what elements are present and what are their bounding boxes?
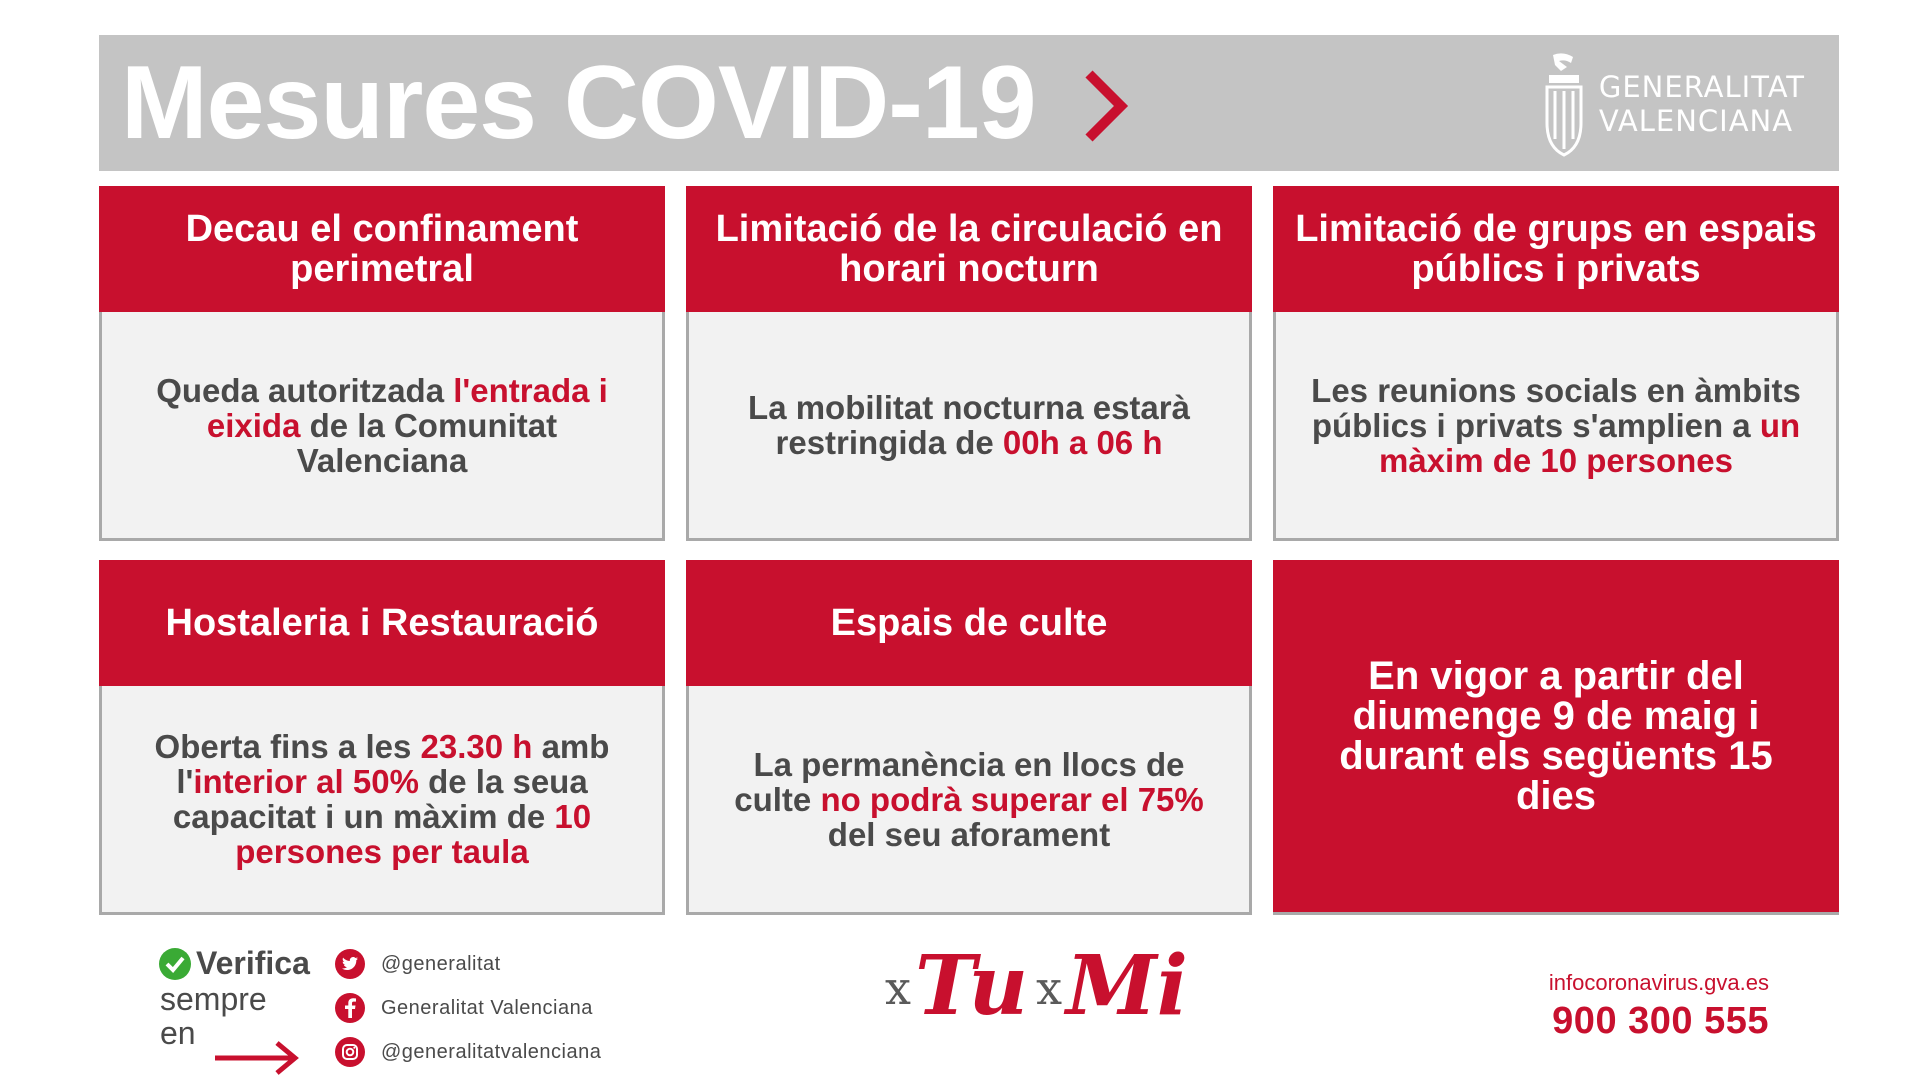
verify-line-1: sempre xyxy=(160,981,267,1017)
campaign-logo xyxy=(885,938,1196,1034)
card-text: Oberta fins a les 23.30 h amb l'interior al 50% de la seua capacitat i un màxim de 10 persones per taula xyxy=(154,728,610,870)
logo-line-1: GENERALITAT xyxy=(1598,70,1805,104)
highlight-text: 10 persones per taula xyxy=(235,798,592,870)
brand-word-2: Mi xyxy=(1066,938,1188,1034)
phone-number[interactable]: 900 300 555 xyxy=(1552,1000,1769,1042)
card-culte xyxy=(686,560,1252,915)
twitter-handle: @generalitat xyxy=(381,952,501,975)
coat-of-arms-icon xyxy=(1543,51,1585,157)
instagram-icon xyxy=(335,1037,365,1067)
brand-x-2: x xyxy=(1036,961,1063,1015)
highlight-text: 00h a 06 h xyxy=(1002,424,1163,461)
effective-date-notice: En vigor a partir del diumenge 9 de maig i durant els següents 15 dies xyxy=(1273,560,1839,915)
chevron-right-icon xyxy=(1081,68,1129,144)
twitter-icon xyxy=(335,949,365,979)
social-instagram[interactable] xyxy=(335,1030,601,1074)
social-twitter[interactable] xyxy=(335,942,601,986)
highlight-text: interior al 50% xyxy=(193,763,419,800)
card-text: La mobilitat nocturna estarà restringida de 00h a 06 h xyxy=(748,389,1190,461)
card-title: Decau el confinament perimetral xyxy=(99,186,665,312)
card-grups xyxy=(1273,186,1839,541)
card-body xyxy=(686,686,1252,915)
card-text: La permanència en llocs de culte no podrà superar el 75% del seu aforament xyxy=(734,745,1204,853)
card-text: Les reunions socials en àmbits públics i privats s'amplien a un màxim de 10 persones xyxy=(1311,371,1801,479)
generalitat-logo xyxy=(1543,51,1805,157)
social-facebook[interactable] xyxy=(335,986,601,1030)
verify-title: Verifica xyxy=(196,945,310,981)
card-circulacio xyxy=(686,186,1252,541)
card-body xyxy=(99,312,665,541)
logo-line-2: VALENCIANA xyxy=(1598,104,1794,138)
verify-block xyxy=(158,945,338,1065)
facebook-page: Generalitat Valenciana xyxy=(381,996,593,1019)
card-title: Espais de culte xyxy=(686,560,1252,686)
contact-info xyxy=(1549,970,1769,1043)
card-text: Queda autoritzada l'entrada i eixida de la Comunitat Valenciana xyxy=(156,371,608,479)
highlight-text: no podrà superar el 75% xyxy=(820,780,1204,818)
header-banner xyxy=(99,35,1839,171)
card-title: Limitació de grups en espais públics i privats xyxy=(1273,186,1839,312)
brand-x-1: x xyxy=(885,961,911,1015)
check-circle-icon xyxy=(158,947,192,981)
instagram-handle: @generalitatvalenciana xyxy=(381,1040,602,1063)
card-title: Limitació de la circulació en horari nocturn xyxy=(686,186,1252,312)
card-title: Hostaleria i Restauració xyxy=(99,560,665,686)
facebook-icon xyxy=(335,993,365,1023)
social-links xyxy=(335,942,601,1074)
highlight-text: l'entrada i eixida xyxy=(206,371,608,444)
highlight-text: 23.30 h xyxy=(420,728,533,765)
page-title: Mesures COVID-19 xyxy=(121,45,1036,161)
brand-word-1: Tu xyxy=(914,938,1029,1034)
card-hostaleria xyxy=(99,560,665,915)
card-confinament xyxy=(99,186,665,541)
website-link[interactable]: infocoronavirus.gva.es xyxy=(1548,970,1769,995)
card-body xyxy=(99,686,665,915)
verify-line-2: en xyxy=(160,1015,196,1051)
highlight-text: un màxim de 10 persones xyxy=(1378,406,1801,479)
card-body xyxy=(686,312,1252,541)
arrow-right-icon xyxy=(213,1038,303,1078)
card-body xyxy=(1273,312,1839,541)
